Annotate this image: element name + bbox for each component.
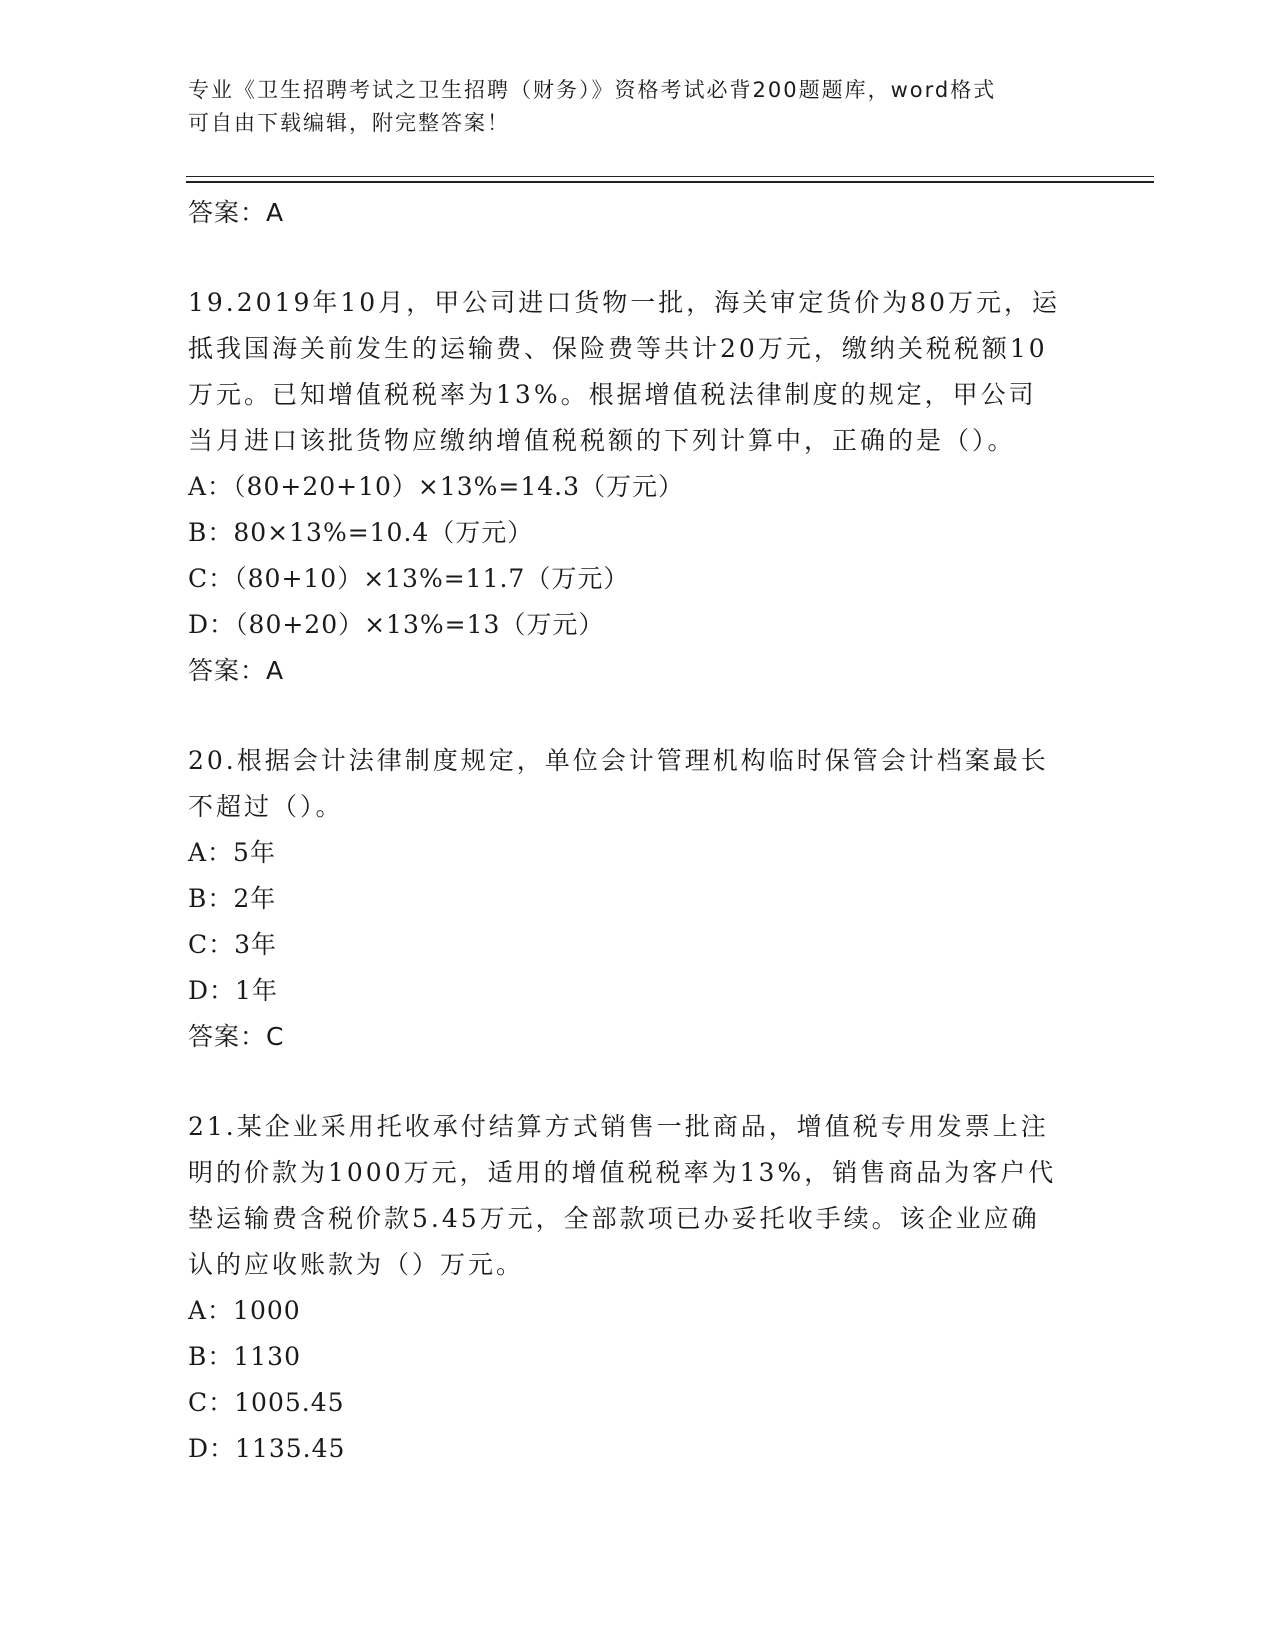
option-c: C：1005.45 [188, 1388, 345, 1417]
question-line: 当月进口该批货物应缴纳增值税税额的下列计算中，正确的是（）。 [188, 426, 1016, 455]
question-list [188, 190, 1088, 1472]
option-b: B：2年 [188, 884, 277, 913]
question-line: 抵我国海关前发生的运输费、保险费等共计20万元，缴纳关税税额10 [188, 334, 1048, 363]
answer-label: 答案：A [188, 198, 285, 227]
answer-label: 答案：A [188, 656, 285, 685]
question-line: 认的应收账款为（）万元。 [188, 1250, 525, 1279]
question-text [188, 738, 1088, 830]
header-rule-thick [186, 181, 1154, 183]
option-b: B：80×13%=10.4（万元） [188, 518, 534, 547]
option-a: A：（80+20+10）×13%=14.3（万元） [188, 472, 685, 501]
question-line: 20.根据会计法律制度规定，单位会计管理机构临时保管会计档案最长 [188, 746, 1049, 775]
option-a: A：1000 [188, 1296, 301, 1325]
question-text [188, 280, 1088, 464]
option-a: A：5年 [188, 838, 276, 867]
question-block [188, 1104, 1088, 1472]
question-line: 19.2019年10月，甲公司进口货物一批，海关审定货价为80万元，运 [188, 288, 1061, 317]
question-block [188, 738, 1088, 1060]
option-d: D：1年 [188, 976, 278, 1005]
document-header [188, 74, 1088, 140]
question-line: 不超过（）。 [188, 792, 344, 821]
option-d: D：1135.45 [188, 1434, 346, 1463]
question-line: 明的价款为1000万元，适用的增值税税率为13%，销售商品为客户代 [188, 1158, 1057, 1187]
question-line: 21.某企业采用托收承付结算方式销售一批商品，增值税专用发票上注 [188, 1112, 1049, 1141]
question-block [188, 280, 1088, 694]
option-c: C：3年 [188, 930, 278, 959]
header-line-1: 专业《卫生招聘考试之卫生招聘（财务）》资格考试必背200题题库，word格式 [188, 78, 997, 102]
option-b: B：1130 [188, 1342, 301, 1371]
header-line-2: 可自由下载编辑，附完整答案！ [188, 111, 510, 135]
question-line: 垫运输费含税价款5.45万元，全部款项已办妥托收手续。该企业应确 [188, 1204, 1040, 1233]
question-line: 万元。已知增值税税率为13%。根据增值税法律制度的规定，甲公司 [188, 380, 1037, 409]
option-c: C：（80+10）×13%=11.7（万元） [188, 564, 630, 593]
header-rule-thin [186, 176, 1154, 177]
question-text [188, 1104, 1088, 1288]
answer-label: 答案：C [188, 1022, 285, 1051]
option-d: D：（80+20）×13%=13（万元） [188, 610, 605, 639]
